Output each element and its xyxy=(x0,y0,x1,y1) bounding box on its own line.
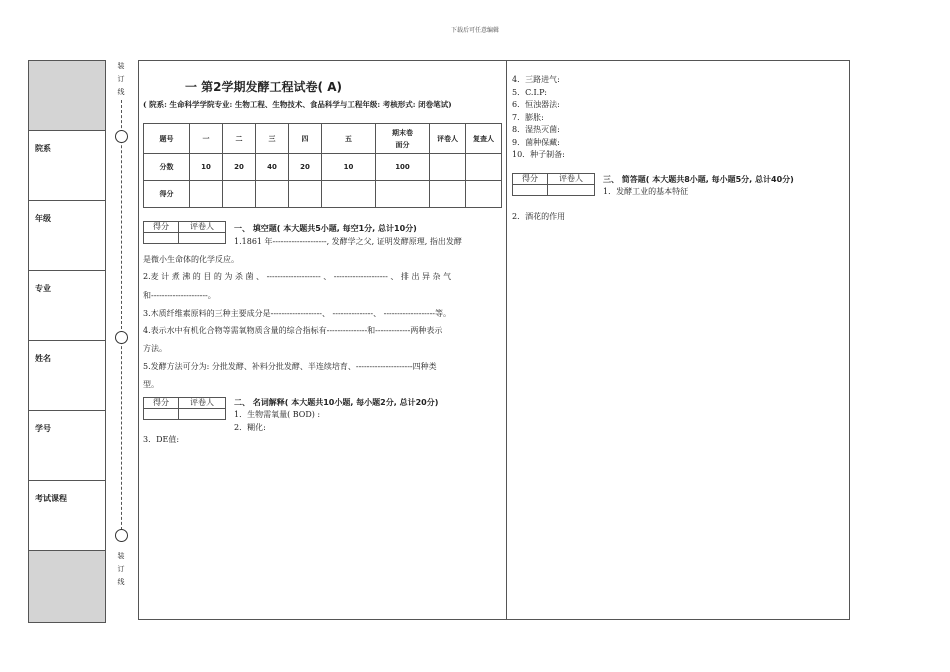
score-points-cell: 20 xyxy=(223,154,256,181)
section2-line: 3．DE值: xyxy=(143,435,180,444)
score-obtained-cell xyxy=(190,181,223,208)
grader-box-score-cell xyxy=(513,185,548,196)
score-points-cell: 20 xyxy=(289,154,322,181)
side-label-grade: 年级 xyxy=(35,214,51,223)
side-label-major: 专业 xyxy=(35,284,51,293)
grader-box-grader-label: 评卷人 xyxy=(179,222,226,233)
score-points-cell: 100 xyxy=(376,154,430,181)
score-header-cell: 三 xyxy=(256,124,289,154)
grader-box-grader-cell xyxy=(179,409,226,420)
exam-subtitle: ( 院系: 生命科学学院专业: 生物工程、生物技术、食品科学与工程年级: 考核形式: 闭卷笔试) xyxy=(143,100,452,109)
side-field-student-id xyxy=(29,411,105,481)
score-table-obtained-row xyxy=(144,181,502,208)
score-points-cell: 10 xyxy=(322,154,376,181)
score-points-cell: 40 xyxy=(256,154,289,181)
score-points-cell xyxy=(466,154,502,181)
grader-box-grader-label: 评卷人 xyxy=(548,174,595,185)
score-header-cell: 四 xyxy=(289,124,322,154)
section1-line: 4.表示水中有机化合物等需氧物质含量的综合指标有---------------和-------------两种表示 xyxy=(143,326,443,335)
score-obtained-cell xyxy=(322,181,376,208)
side-label-name: 姓名 xyxy=(35,354,51,363)
side-shaded-top xyxy=(29,61,105,131)
score-obtained-cell xyxy=(256,181,289,208)
header-note: 下载后可任意编辑 xyxy=(450,27,499,34)
student-info-column xyxy=(28,60,106,623)
section1-line: 和---------------------。 xyxy=(143,291,216,300)
right-list-item: 6．恒浊器法: xyxy=(512,100,560,109)
grader-box-grader-cell xyxy=(548,185,595,196)
right-list-item: 4．三路进气: xyxy=(512,75,560,84)
binding-text-top: 装 订 线 xyxy=(117,62,125,96)
grader-box xyxy=(143,397,226,420)
score-header-cell: 二 xyxy=(223,124,256,154)
section1-heading: 一、 填空题( 本大题共5小题, 每空1分, 总计10分) xyxy=(234,224,417,233)
binding-text-bottom: 装 订 线 xyxy=(117,552,125,586)
section1-line: 是微小生命体的化学反应。 xyxy=(143,255,239,264)
side-field-course xyxy=(29,481,105,551)
grader-box xyxy=(143,221,226,244)
score-header-cell: 评卷人 xyxy=(430,124,466,154)
score-table-points-row xyxy=(144,154,502,181)
score-obtained-cell: 得分 xyxy=(144,181,190,208)
binding-hole-circle xyxy=(115,331,128,344)
section3-line: 1．发酵工业的基本特征 xyxy=(603,187,689,196)
score-obtained-cell xyxy=(376,181,430,208)
section1-line: 2.麦 计 煮 沸 的 目 的 为 杀 菌 、 -------------------- 、 -------------------- 、 排 出 异 杂 气 xyxy=(143,272,452,281)
score-header-cell: 五 xyxy=(322,124,376,154)
right-list-item: 8．湿热灭菌: xyxy=(512,125,560,134)
score-obtained-cell xyxy=(289,181,322,208)
score-header-cell: 题号 xyxy=(144,124,190,154)
score-points-cell: 分数 xyxy=(144,154,190,181)
score-table-header-row xyxy=(144,124,502,154)
section1-line: 1.1861 年--------------------, 发酵学之父, 证明发酵原理, 指出发酵 xyxy=(234,237,462,246)
grader-box-score-label: 得分 xyxy=(144,398,179,409)
side-field-major xyxy=(29,271,105,341)
right-list-item: 5．C.I.P: xyxy=(512,88,547,97)
score-obtained-cell xyxy=(466,181,502,208)
side-field-name xyxy=(29,341,105,411)
side-label-student-id: 学号 xyxy=(35,424,51,433)
binding-hole-circle xyxy=(115,529,128,542)
section2-line: 1．生物需氧量( BOD) : xyxy=(234,410,321,419)
column-divider xyxy=(506,61,507,619)
section2-line: 2．糊化: xyxy=(234,423,266,432)
score-obtained-cell xyxy=(223,181,256,208)
binding-hole-circle xyxy=(115,130,128,143)
side-field-department xyxy=(29,131,105,201)
section2-heading: 二、 名词解释( 本大题共10小题, 每小题2分, 总计20分) xyxy=(234,398,439,407)
grader-box-score-cell xyxy=(144,233,179,244)
side-label-department: 院系 xyxy=(35,144,51,153)
right-list-item: 9．菌种保藏: xyxy=(512,138,560,147)
side-shaded-bottom xyxy=(29,551,105,622)
grader-box-grader-cell xyxy=(179,233,226,244)
section3-line: 2．酒花的作用 xyxy=(512,212,566,221)
score-obtained-cell xyxy=(430,181,466,208)
right-list-item: 10．种子制备: xyxy=(512,150,565,159)
grader-box-score-cell xyxy=(144,409,179,420)
section1-line: 5.发酵方法可分为: 分批发酵、补料分批发酵、半连续培育、---------------------四种类 xyxy=(143,362,437,371)
section1-line: 方法。 xyxy=(143,344,167,353)
right-list-item: 7．膨胀: xyxy=(512,113,544,122)
side-field-grade xyxy=(29,201,105,271)
binding-dashed-line xyxy=(121,100,122,540)
score-points-cell: 10 xyxy=(190,154,223,181)
section3-heading: 三、 简答题( 本大题共8小题, 每小题5分, 总计40分) xyxy=(603,175,794,184)
score-points-cell xyxy=(430,154,466,181)
section1-line: 3.木质纤维素原料的三种主要成分是-------------------、 ---------------、 -------------------等。 xyxy=(143,309,451,318)
grader-box-score-label: 得分 xyxy=(513,174,548,185)
side-label-course: 考试课程 xyxy=(35,494,67,503)
score-header-cell: 一 xyxy=(190,124,223,154)
score-table xyxy=(143,123,502,208)
grader-box xyxy=(512,173,595,196)
grader-box-grader-label: 评卷人 xyxy=(179,398,226,409)
score-header-cell: 复查人 xyxy=(466,124,502,154)
exam-title: 一 第2学期发酵工程试卷( A) xyxy=(185,80,342,94)
score-header-cell: 期末卷 面分 xyxy=(376,124,430,154)
grader-box-score-label: 得分 xyxy=(144,222,179,233)
section1-line: 型。 xyxy=(143,380,159,389)
